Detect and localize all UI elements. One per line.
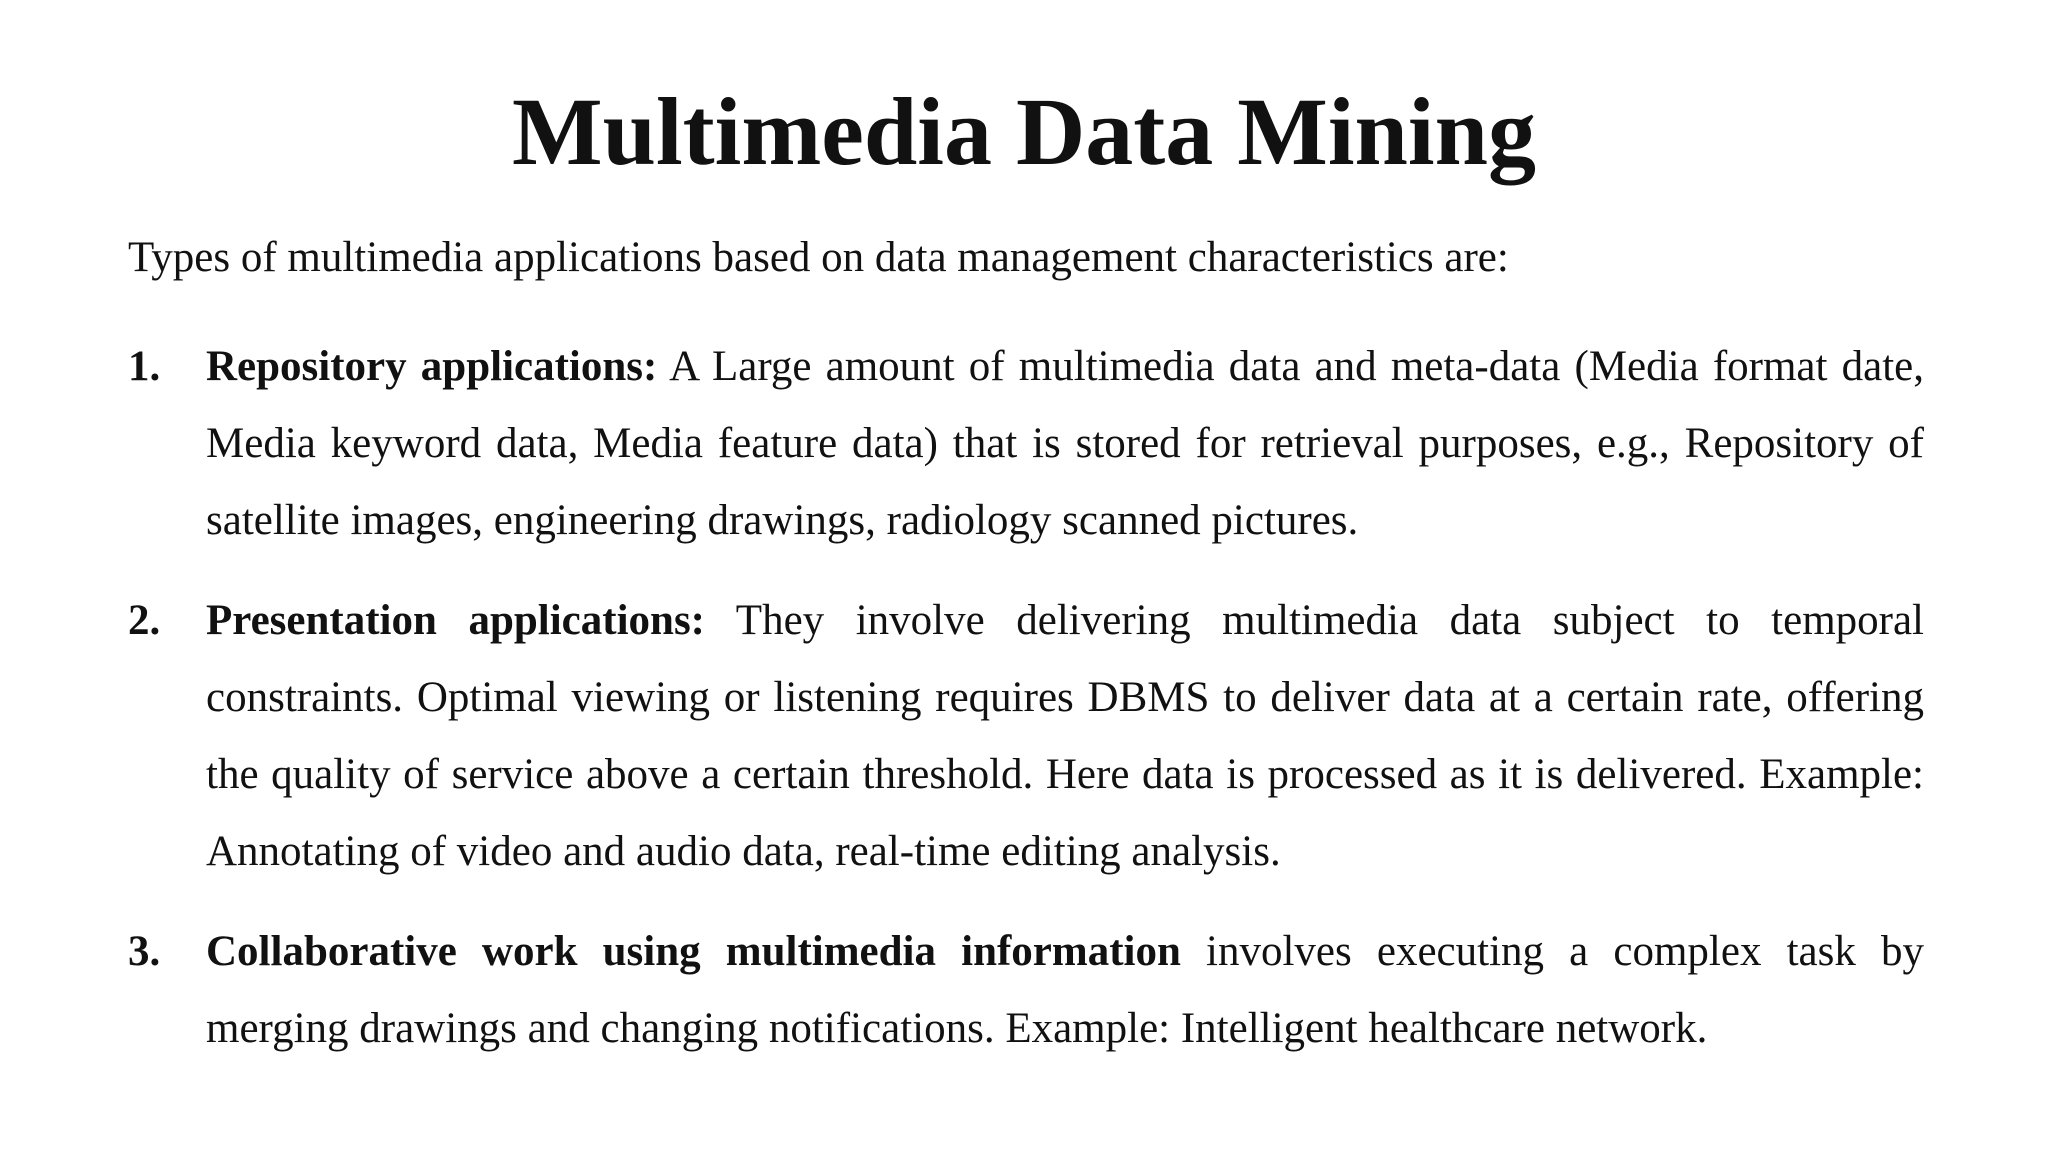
list-term: Presentation applications:	[206, 597, 706, 644]
list-number: 3.	[128, 928, 161, 975]
slide-title: Multimedia Data Mining	[512, 78, 1536, 185]
list-number: 2.	[128, 597, 161, 644]
intro-text: Types of multimedia applications based on data management characteristics are:	[128, 234, 1509, 281]
list-term: Repository applications:	[206, 343, 658, 390]
list-term: Collaborative work using multimedia information	[206, 928, 1181, 975]
application-types-list	[128, 328, 1928, 1090]
list-item-presentation	[128, 582, 1924, 890]
list-text: They involve delivering multimedia data subject to temporal constraints. Optimal viewing or listening requires DBMS to deliver data at a certain rate, offering the quality of service above a certain threshold. Here data is processed as it is delivered. Example: Annotating of video and audio data, real-time editing analysis.	[206, 597, 1925, 875]
list-text: A Large amount of multimedia data and meta-data (Media format date, Media keyword data, Media feature data) that is stored for retrieval purposes, e.g., Repository of satellite images, engineering drawings, radiology scanned pictures.	[206, 343, 1924, 544]
list-text: involves executing a complex task by merging drawings and changing notifications. Example: Intelligent healthcare network.	[206, 928, 1924, 1052]
list-item-collaborative	[128, 913, 1924, 1067]
list-item-repository	[128, 328, 1924, 559]
list-number: 1.	[128, 343, 161, 390]
